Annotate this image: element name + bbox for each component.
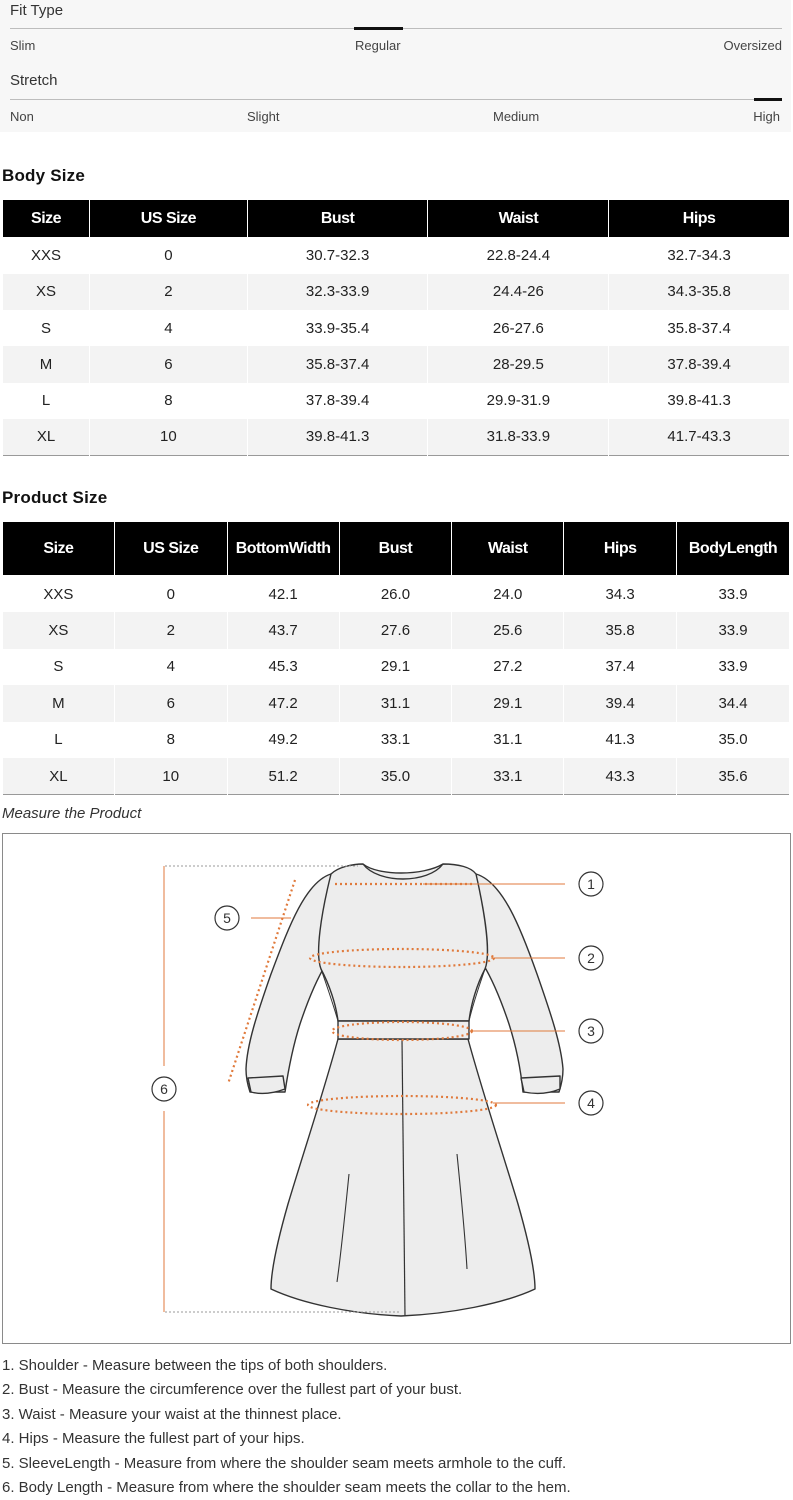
stretch-label-non: Non [10, 109, 34, 124]
cell: 33.1 [339, 722, 452, 759]
cell: L [3, 722, 115, 759]
cell: 6 [90, 346, 248, 382]
cell: 34.4 [677, 685, 790, 722]
cell: S [3, 310, 90, 346]
cell: 42.1 [227, 576, 339, 613]
table-row [3, 383, 790, 419]
cell: 45.3 [227, 649, 339, 686]
cell: 43.3 [564, 758, 677, 795]
cell: 43.7 [227, 612, 339, 649]
stretch-selected-marker [754, 98, 782, 101]
cell: 26-27.6 [428, 310, 609, 346]
stretch-scale-line [10, 99, 782, 100]
cell: L [3, 383, 90, 419]
cell: 4 [114, 649, 227, 686]
cell: 33.9 [677, 612, 790, 649]
cell: M [3, 685, 115, 722]
header-size: Size [3, 522, 115, 576]
cell: 35.8-37.4 [247, 346, 428, 382]
callout-bust-number: 2 [587, 950, 595, 966]
fit-type-label-slim: Slim [10, 38, 36, 53]
header-bottom-width: BottomWidth [227, 522, 339, 576]
fit-type-label-oversized: Oversized [723, 38, 782, 53]
cell: 39.8-41.3 [247, 419, 428, 455]
cell: 6 [114, 685, 227, 722]
callout-hips-number: 4 [587, 1095, 595, 1111]
cell: 10 [114, 758, 227, 795]
cell: 22.8-24.4 [428, 238, 609, 274]
cell: 29.9-31.9 [428, 383, 609, 419]
note-waist: 3. Waist - Measure your waist at the thinnest place. [2, 1405, 342, 1423]
cell: 29.1 [452, 685, 564, 722]
cell: 0 [114, 576, 227, 613]
cell: M [3, 346, 90, 382]
cell: 39.8-41.3 [609, 383, 790, 419]
cell: XS [3, 274, 90, 310]
table-row [3, 346, 790, 382]
cell: 32.3-33.9 [247, 274, 428, 310]
note-hips: 4. Hips - Measure the fullest part of your hips. [2, 1430, 305, 1448]
header-hips: Hips [609, 200, 790, 238]
fit-type-label-regular: Regular [355, 38, 401, 53]
cell: 37.8-39.4 [609, 346, 790, 382]
table-header-row [3, 522, 790, 576]
table-row [3, 722, 790, 759]
cell: XXS [3, 238, 90, 274]
cell: S [3, 649, 115, 686]
note-body-length: 6. Body Length - Measure from where the shoulder seam meets the collar to the hem. [2, 1478, 571, 1496]
cell: 28-29.5 [428, 346, 609, 382]
cell: XXS [3, 576, 115, 613]
cell: 0 [90, 238, 248, 274]
cell: 26.0 [339, 576, 452, 613]
cell: 37.4 [564, 649, 677, 686]
cell: 8 [114, 722, 227, 759]
product-size-table [2, 521, 790, 795]
header-size: Size [3, 200, 90, 238]
cell: 27.6 [339, 612, 452, 649]
cell: 41.7-43.3 [609, 419, 790, 455]
header-body-length: BodyLength [677, 522, 790, 576]
table-row [3, 685, 790, 722]
cell: 27.2 [452, 649, 564, 686]
cell: 33.9-35.4 [247, 310, 428, 346]
cell: 2 [114, 612, 227, 649]
callout-body-length-number: 6 [160, 1081, 168, 1097]
note-shoulder: 1. Shoulder - Measure between the tips of both shoulders. [2, 1357, 388, 1374]
table-header-row [3, 200, 790, 238]
body-size-title: Body Size [2, 166, 86, 185]
cell: 24.4-26 [428, 274, 609, 310]
stretch-title: Stretch [10, 72, 58, 89]
cell: 35.8-37.4 [609, 310, 790, 346]
table-row [3, 274, 790, 310]
table-row [3, 576, 790, 613]
cell: 51.2 [227, 758, 339, 795]
header-us-size: US Size [90, 200, 248, 238]
cell: 33.1 [452, 758, 564, 795]
cell: 49.2 [227, 722, 339, 759]
header-waist: Waist [428, 200, 609, 238]
table-row [3, 238, 790, 274]
cell: 41.3 [564, 722, 677, 759]
cell: 35.0 [339, 758, 452, 795]
header-bust: Bust [247, 200, 428, 238]
cell: 31.1 [452, 722, 564, 759]
fit-type-selected-marker [354, 27, 403, 30]
cell: XL [3, 419, 90, 455]
header-us-size: US Size [114, 522, 227, 576]
cell: 25.6 [452, 612, 564, 649]
cell: 33.9 [677, 576, 790, 613]
dress-illustration [3, 834, 790, 1343]
cell: XS [3, 612, 115, 649]
cell: 31.8-33.9 [428, 419, 609, 455]
cell: 31.1 [339, 685, 452, 722]
cell: 39.4 [564, 685, 677, 722]
product-size-title: Product Size [2, 488, 108, 507]
cell: 35.6 [677, 758, 790, 795]
header-waist: Waist [452, 522, 564, 576]
stretch-label-high: High [753, 109, 780, 124]
callout-waist-number: 3 [587, 1023, 595, 1039]
cell: 10 [90, 419, 248, 455]
table-row [3, 612, 790, 649]
cell: XL [3, 758, 115, 795]
cell: 30.7-32.3 [247, 238, 428, 274]
table-row [3, 649, 790, 686]
cell: 24.0 [452, 576, 564, 613]
header-hips: Hips [564, 522, 677, 576]
cell: 35.8 [564, 612, 677, 649]
table-row [3, 758, 790, 795]
measurement-diagram [2, 833, 791, 1344]
callout-shoulder-number: 1 [587, 876, 595, 892]
cell: 47.2 [227, 685, 339, 722]
note-sleeve-length: 5. SleeveLength - Measure from where the shoulder seam meets armhole to the cuff. [2, 1454, 567, 1472]
stretch-label-slight: Slight [247, 109, 280, 124]
cell: 34.3 [564, 576, 677, 613]
table-row [3, 310, 790, 346]
cell: 4 [90, 310, 248, 346]
cell: 34.3-35.8 [609, 274, 790, 310]
callout-sleeve-number: 5 [223, 910, 231, 926]
cell: 35.0 [677, 722, 790, 759]
cell: 37.8-39.4 [247, 383, 428, 419]
cell: 29.1 [339, 649, 452, 686]
body-size-table [2, 199, 790, 456]
cell: 32.7-34.3 [609, 238, 790, 274]
note-bust: 2. Bust - Measure the circumference over the fullest part of your bust. [2, 1381, 463, 1399]
header-bust: Bust [339, 522, 452, 576]
stretch-label-medium: Medium [493, 109, 540, 124]
fit-stretch-panel [0, 0, 791, 132]
cell: 8 [90, 383, 248, 419]
cell: 2 [90, 274, 248, 310]
measurement-notes [2, 1357, 791, 1500]
cell: 33.9 [677, 649, 790, 686]
measure-caption: Measure the Product [2, 805, 142, 822]
fit-type-title: Fit Type [10, 2, 64, 19]
table-row [3, 419, 790, 455]
